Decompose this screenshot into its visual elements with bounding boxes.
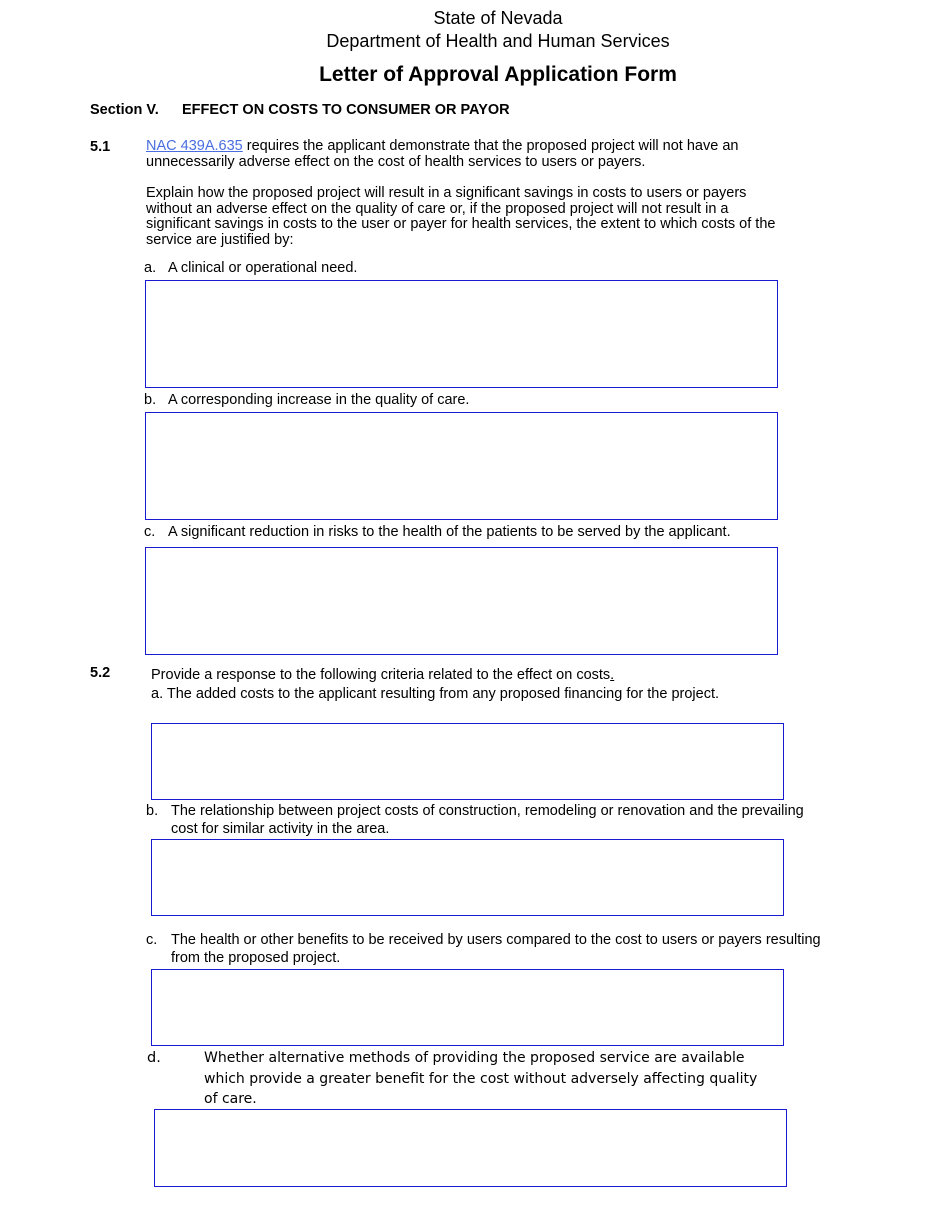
question-5-1-intro — [146, 139, 796, 170]
form-title: Letter of Approval Application Form — [319, 63, 677, 86]
question-5-2-intro-period: . — [610, 667, 615, 683]
item-text: The relationship between project costs of construction, remodeling or renovation and the prevailing cost for similar activity in the area. — [171, 803, 804, 837]
item-letter: a. — [144, 260, 157, 276]
response-box-5-2-c[interactable] — [151, 969, 784, 1046]
nac-link[interactable]: NAC 439A.635 — [146, 138, 243, 154]
item-letter: b. — [144, 392, 157, 408]
response-box-5-2-b[interactable] — [151, 839, 784, 916]
response-box-5-1-a[interactable] — [145, 280, 778, 388]
item-text: A corresponding increase in the quality of care. — [168, 392, 470, 408]
item-letter: a. — [151, 686, 164, 702]
question-5-1-number: 5.1 — [90, 139, 111, 155]
response-box-5-1-c[interactable] — [145, 547, 778, 655]
question-5-1-explain: Explain how the proposed project will result in a significant savings in costs to users or payers without an adverse effect on the quality of care or, if the proposed project will not result in a significant savings in costs to the user or payer for health services, the extent to which costs of the service are justified by: — [146, 185, 776, 248]
question-5-1-c-label — [144, 523, 731, 541]
question-5-2-c-label — [146, 931, 851, 967]
item-text: The added costs to the applicant resulting from any proposed financing for the project. — [166, 686, 720, 702]
question-5-2-d-letter: d. — [147, 1050, 161, 1066]
question-5-1-a-label — [144, 259, 357, 277]
item-letter: b. — [146, 803, 159, 819]
department-name: Department of Health and Human Services — [326, 31, 670, 51]
response-box-5-2-a[interactable] — [151, 723, 784, 800]
response-box-5-1-b[interactable] — [145, 412, 778, 520]
item-text: A significant reduction in risks to the health of the patients to be served by the applicant. — [168, 524, 731, 540]
section-title: EFFECT ON COSTS TO CONSUMER OR PAYOR — [182, 102, 510, 118]
item-letter: c. — [144, 524, 156, 540]
question-5-2-d-text: Whether alternative methods of providing the proposed service are available which provide a greater benefit for the cost without adversely affecting quality of care. — [204, 1050, 758, 1107]
item-text: The health or other benefits to be received by users compared to the cost to users or payers resulting from the proposed project. — [171, 932, 821, 966]
question-5-1-b-label — [144, 391, 469, 409]
question-5-2-number: 5.2 — [90, 665, 111, 681]
question-5-2-intro — [151, 666, 614, 684]
question-5-2-intro-text: Provide a response to the following criteria related to the effect on costs — [151, 667, 611, 683]
item-letter: c. — [146, 932, 158, 948]
question-5-1-intro-text: requires the applicant demonstrate that the proposed project will not have an unnecessarily adverse effect on the cost of health services to users or payers. — [146, 138, 739, 170]
response-box-5-2-d[interactable] — [154, 1109, 787, 1187]
state-name: State of Nevada — [433, 8, 563, 28]
item-text: A clinical or operational need. — [168, 260, 358, 276]
question-5-2-b-label — [146, 802, 831, 838]
section-heading — [90, 102, 510, 118]
question-5-2-a-label — [151, 685, 719, 703]
section-number: Section V. — [90, 102, 159, 118]
